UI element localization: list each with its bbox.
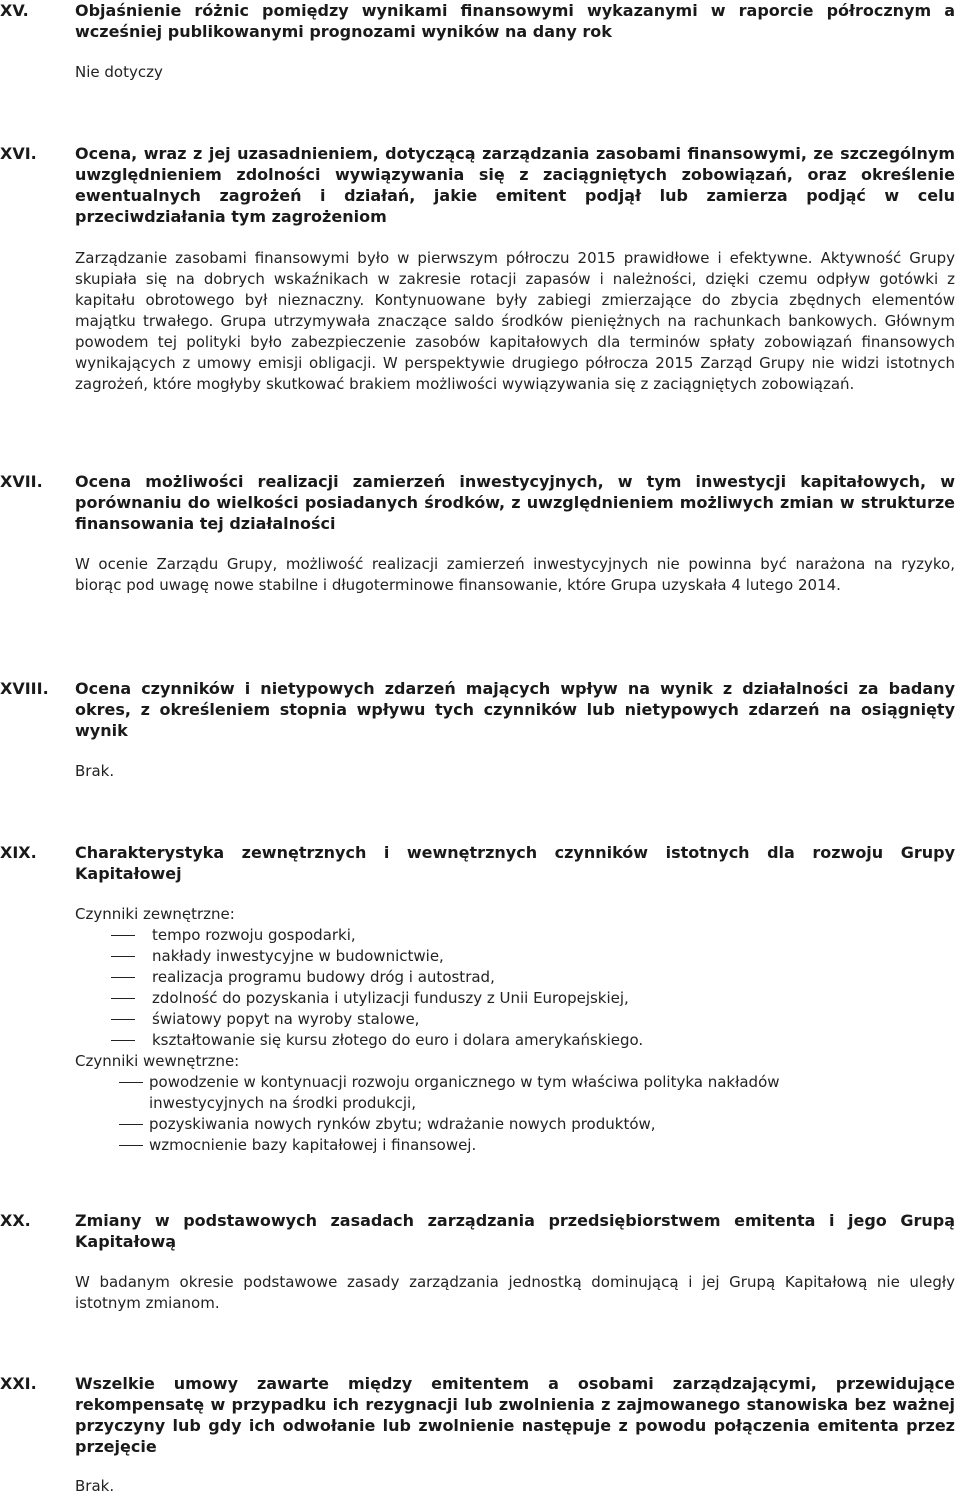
list-item-text: zdolność do pozyskania i utylizacji funduszy z Unii Europejskiej, — [152, 989, 629, 1007]
dash-bullet — [111, 956, 135, 957]
section-number: XVIII. — [0, 679, 49, 698]
section-number: XX. — [0, 1211, 31, 1230]
section-heading: Ocena możliwości realizacji zamierzeń inwestycyjnych, w tym inwestycji kapitałowych, w porównaniu do wielkości posiadanych środków, z uwzględnieniem możliwych zmian w strukturze finansowania tej działalności — [75, 472, 955, 533]
list-item — [75, 1114, 955, 1135]
section-text: W ocenie Zarządu Grupy, możliwość realizacji zamierzeń inwestycyjnych nie powinna być narażona na ryzyko, biorąc pod uwagę nowe stabilne i długoterminowe finansowanie, które Grupa uzyskała 4 lutego 2014. — [75, 555, 955, 594]
list-item-text: pozyskiwania nowych rynków zbytu; wdrażanie nowych produktów, — [149, 1115, 656, 1133]
list-item — [75, 1072, 955, 1114]
list-item-text: powodzenie w kontynuacji rozwoju organicznego w tym właściwa polityka nakładów inwestycyjnych na środki produkcji, — [149, 1073, 780, 1112]
list-item — [75, 925, 955, 946]
dash-bullet — [119, 1145, 143, 1146]
section-content — [75, 0, 955, 83]
section-heading: Charakterystyka zewnętrznych i wewnętrznych czynników istotnych dla rozwoju Grupy Kapitałowej — [75, 843, 955, 883]
section-text: Nie dotyczy — [75, 63, 163, 81]
list-item-text: tempo rozwoju gospodarki, — [152, 926, 356, 944]
section-number: XIX. — [0, 843, 37, 862]
external-factors-label: Czynniki zewnętrzne: — [75, 905, 235, 923]
list-item — [75, 988, 955, 1009]
internal-factors-label: Czynniki wewnętrzne: — [75, 1052, 240, 1070]
section-content — [75, 1373, 955, 1497]
section-text: Brak. — [75, 1477, 115, 1495]
external-factors-list — [75, 925, 955, 1051]
section-text: W badanym okresie podstawowe zasady zarządzania jednostką dominującą i jej Grupą Kapitałową nie uległy istotnym zmianom. — [75, 1273, 955, 1312]
list-item-text: kształtowanie się kursu złotego do euro i dolara amerykańskiego. — [152, 1031, 644, 1049]
dash-bullet — [111, 935, 135, 936]
dash-bullet — [111, 1040, 135, 1041]
section-number: XVI. — [0, 144, 37, 163]
list-item — [75, 1135, 955, 1156]
list-item-text: nakłady inwestycyjne w budownictwie, — [152, 947, 444, 965]
list-item — [75, 1030, 955, 1051]
section-number: XXI. — [0, 1374, 37, 1393]
internal-factors-list — [75, 1072, 955, 1156]
section-content — [75, 842, 955, 1156]
section-content — [75, 471, 955, 596]
list-item-text: realizacja programu budowy dróg i autostrad, — [152, 968, 495, 986]
section-number: XV. — [0, 1, 29, 20]
dash-bullet — [119, 1124, 143, 1125]
section-heading: Objaśnienie różnic pomiędzy wynikami finansowymi wykazanymi w raporcie półrocznym a wcześniej publikowanymi prognozami wyników na dany rok — [75, 1, 955, 41]
dash-bullet — [111, 977, 135, 978]
list-item — [75, 967, 955, 988]
section-heading: Zmiany w podstawowych zasadach zarządzania przedsiębiorstwem emitenta i jego Grupą Kapitałową — [75, 1211, 955, 1251]
section-heading: Ocena czynników i nietypowych zdarzeń mających wpływ na wynik z działalności za badany okres, z określeniem stopnia wpływu tych czynników lub nietypowych zdarzeń na osiągnięty wynik — [75, 679, 955, 740]
list-item-text: wzmocnienie bazy kapitałowej i finansowej. — [149, 1136, 477, 1154]
section-text: Zarządzanie zasobami finansowymi było w pierwszym półroczu 2015 prawidłowe i efektywne. Aktywność Grupy skupiała się na dobrych wskaźnikach w zakresie rotacji zapasów i należności, dzięki czemu odpływ gotówki z kapitału obrotowego był nieznaczny. Kontynuowane były zabiegi zmierzające do zbycia zbędnych elementów majątku trwałego. Grupa utrzymywała znaczące saldo środków pieniężnych na rachunkach bankowych. Głównym powodem tej polityki było zabezpieczenie zasobów kapitałowych dla terminów spłaty zobowiązań finansowych wynikających z umowy emisji obligacji. W perspektywie drugiego półrocza 2015 Zarząd Grupy nie widzi istotnych zagrożeń, które mogłyby skutkować brakiem możliwości wywiązywania się z zaciągniętych zobowiązań. — [75, 249, 955, 393]
dash-bullet — [111, 1019, 135, 1020]
section-text: Brak. — [75, 762, 115, 780]
list-item — [75, 946, 955, 967]
section-content — [75, 1210, 955, 1314]
section-heading: Wszelkie umowy zawarte między emitentem a osobami zarządzającymi, przewidujące rekompensatę w przypadku ich rezygnacji lub zwolnienia z zajmowanego stanowiska bez ważnej przyczyny lub gdy ich odwołanie lub zwolnienie następuje z powodu połączenia emitenta przez przejęcie — [75, 1374, 955, 1456]
dash-bullet — [111, 998, 135, 999]
section-number: XVII. — [0, 472, 43, 491]
section-content — [75, 678, 955, 782]
section-heading: Ocena, wraz z jej uzasadnieniem, dotyczącą zarządzania zasobami finansowymi, ze szczególnym uwzględnieniem zdolności wywiązywania się z zaciągniętych zobowiązań, oraz określenie ewentualnych zagrożeń i działań, jakie emitent podjął lub zamierza podjąć w celu przeciwdziałania tym zagrożeniom — [75, 144, 955, 226]
dash-bullet — [119, 1082, 143, 1083]
section-content — [75, 143, 955, 395]
list-item — [75, 1009, 955, 1030]
list-item-text: światowy popyt na wyroby stalowe, — [152, 1010, 420, 1028]
